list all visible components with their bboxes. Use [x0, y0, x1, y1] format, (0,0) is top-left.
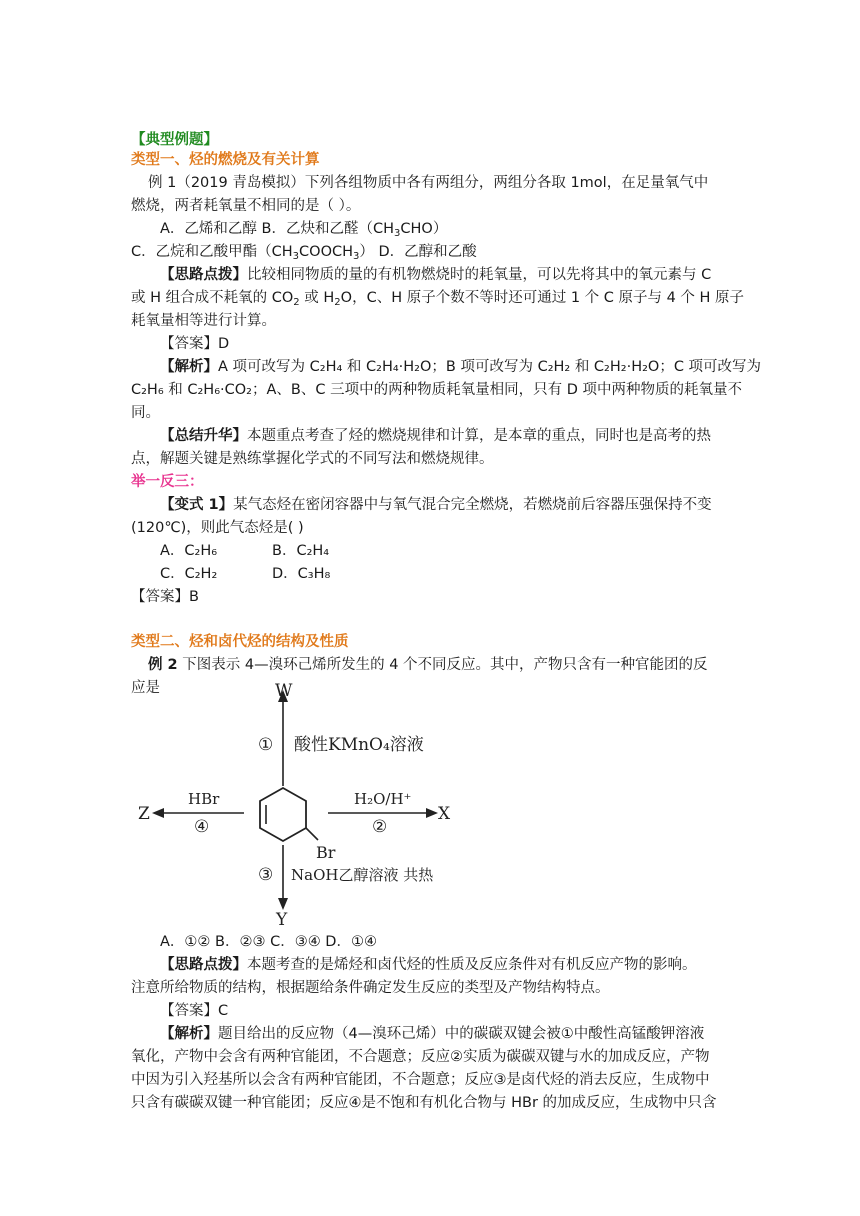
example1-options-cd: C．乙烷和乙酸甲酯$(CH_3COOCH_3)$ D．乙醇和乙酸 — [131, 244, 477, 262]
arrow-left-head — [152, 808, 164, 818]
analysis2-line1: 【解析】题目给出的反应物（4—溴环己烯）中的碳碳双键会被①中酸性高锰酸钾溶液 — [160, 1026, 705, 1042]
reaction-diagram — [128, 680, 488, 925]
variant1-line1: 【变式 1】某气态烃在密闭容器中与氧气混合完全燃烧，若燃烧前后容器压强保持不变 — [160, 497, 712, 513]
analysis2-line3: 中因为引入羟基所以会含有两种官能团，不合题意；反应③是卤代烃的消去反应，生成物中 — [131, 1072, 710, 1088]
example1-line2: 燃烧，两者耗氧量不相同的是（ ）。 — [131, 198, 361, 214]
answer1: 【答案】D — [160, 336, 230, 352]
product-y: Y — [276, 910, 288, 925]
variant1-line2: (120℃)，则此气态烃是( ) — [131, 520, 304, 536]
reaction-2-reagent: H₂O/H⁺ — [354, 790, 412, 808]
reaction-2-number: ② — [372, 817, 388, 837]
reaction-4-number: ④ — [194, 817, 210, 837]
analysis1-line3: 同。 — [131, 405, 160, 421]
variant1-answer: 【答案】B — [131, 589, 199, 605]
hint2-line2: 注意所给物质的结构，根据题给条件确定发生反应的类型及产物结构特点。 — [131, 980, 610, 996]
hint1-line1: 【思路点拨】比较相同物质的量的有机物燃烧时的耗氧量，可以先将其中的氧元素与 C — [160, 267, 712, 283]
cyclohexene-ring — [260, 788, 306, 841]
product-z: Z — [138, 804, 150, 824]
reaction-1-reagent: 酸性KMnO₄溶液 — [294, 735, 424, 755]
answer2: 【答案】C — [160, 1003, 229, 1019]
analysis2-line2: 氧化，产物中会含有两种官能团，不合题意；反应②实质为碳碳双键与水的加成反应，产物 — [131, 1049, 710, 1065]
variant-heading: 举一反三： — [131, 474, 204, 490]
variant1-option-a: A．C₂H₆ — [160, 543, 218, 559]
variant1-option-b: B．C₂H₄ — [272, 543, 330, 559]
product-w: W — [275, 681, 293, 701]
analysis1-line2: C₂H₆ 和 C₂H₆·CO₂；A、B、C 三项中的两种物质耗氧量相同，只有 D 项中两种物质的耗氧量不 — [131, 382, 742, 398]
arrow-down-head — [278, 898, 288, 910]
example1-options-ab: A．乙烯和乙醇 B．乙炔和乙醛$(CH_3CHO)$ — [160, 221, 448, 239]
summary1-line2: 点，解题关键是熟练掌握化学式的不同写法和燃烧规律。 — [131, 451, 494, 467]
summary1-line1: 【总结升华】本题重点考查了烃的燃烧规律和计算，是本章的重点，同时也是高考的热 — [160, 428, 711, 444]
hint1-line2: 或 H 组合成不耗氧的 $CO_2$ 或 $H_2O$，C、H 原子个数不等时还可通过 1 个 C 原子与 4 个 H 原子 — [131, 290, 745, 308]
section-heading: 【典型例题】 — [131, 132, 218, 148]
example2-line2: 应是 — [131, 680, 160, 696]
example2-options: A．①② B．②③ C．③④ D．①④ — [160, 934, 377, 950]
product-x: X — [438, 804, 451, 824]
arrow-right-head — [426, 808, 438, 818]
reaction-4-reagent: HBr — [188, 790, 220, 808]
reaction-3-reagent: NaOH乙醇溶液 共热 — [291, 866, 434, 884]
analysis2-line4: 只含有碳碳双键一种官能团；反应④是不饱和有机化合物与 HBr 的加成反应，生成物中只含 — [131, 1095, 717, 1111]
type1-title: 类型一、烃的燃烧及有关计算 — [131, 152, 320, 168]
hint2-line1: 【思路点拨】本题考查的是烯烃和卤代烃的性质及反应条件对有机反应产物的影响。 — [160, 957, 697, 973]
example2-line1: 例 2 下图表示 4—溴环己烯所发生的 4 个不同反应。其中，产物只含有一种官能团的反 — [148, 657, 708, 673]
br-substituent: Br — [316, 843, 336, 862]
analysis1-line1: 【解析】A 项可改写为 C₂H₄ 和 C₂H₄·H₂O；B 项可改写为 C₂H₂ 和 C₂H₂·H₂O；C 项可改写为 — [160, 359, 762, 375]
example1-line1: 例 1（2019 青岛模拟）下列各组物质中各有两组分，两组分各取 1mol，在足量氧气中 — [148, 175, 709, 191]
reaction-1-number: ① — [258, 735, 274, 755]
variant1-option-c: C．C₂H₂ — [160, 566, 218, 582]
c-br-bond — [306, 828, 318, 840]
type2-title: 类型二、烃和卤代烃的结构及性质 — [131, 634, 349, 650]
hint1-line3: 耗氧量相等进行计算。 — [131, 313, 276, 329]
reaction-3-number: ③ — [258, 865, 274, 885]
variant1-option-d: D．C₃H₈ — [272, 566, 331, 582]
